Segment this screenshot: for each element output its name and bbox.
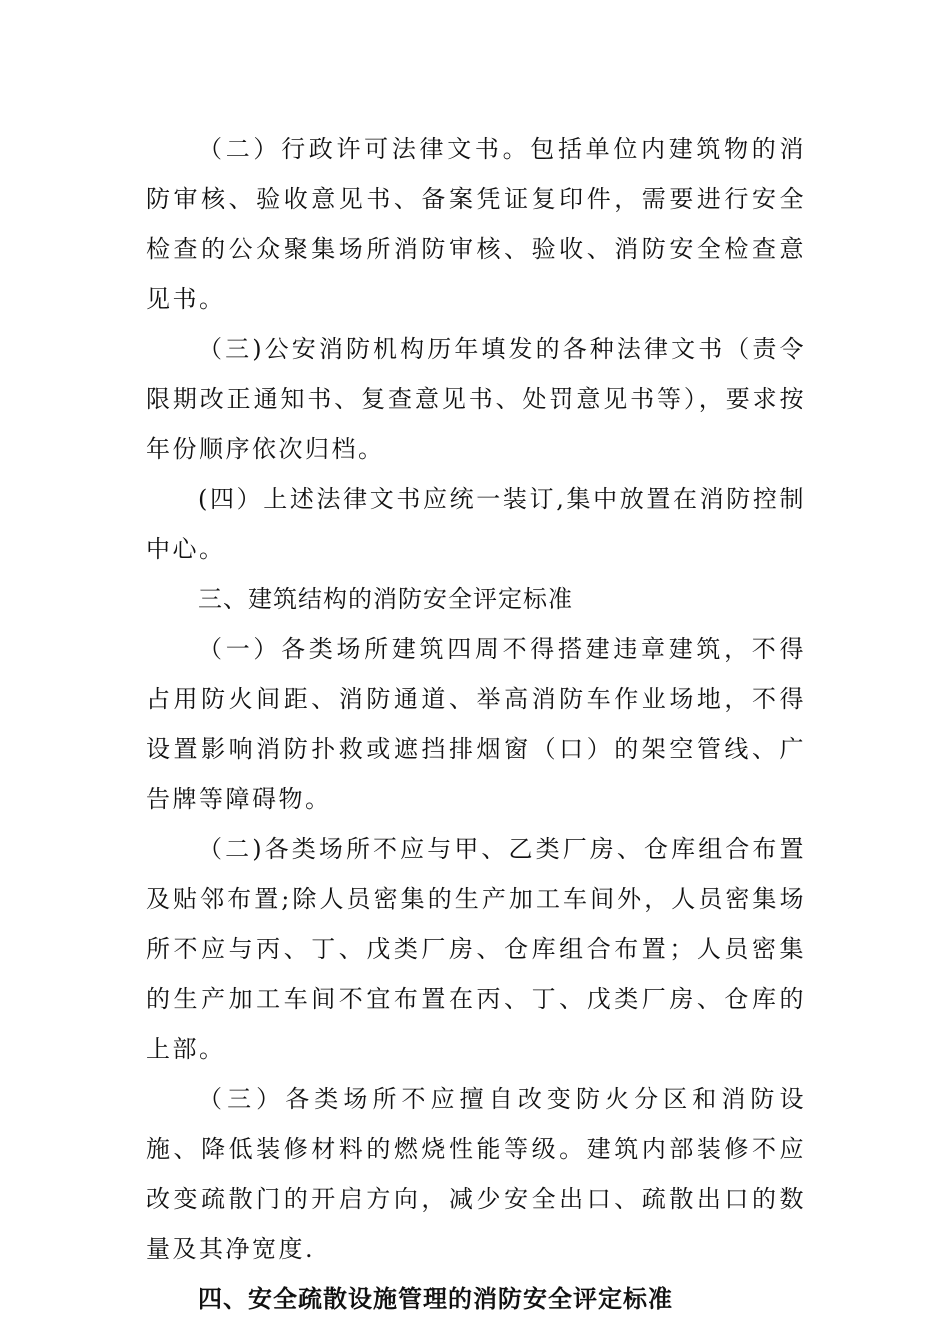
paragraph-layout-restrictions: （二)各类场所不应与甲、乙类厂房、仓库组合布置及贴邻布置;除人员密集的生产加工车间外，人员密集场所不应与丙、丁、戊类厂房、仓库组合布置；人员密集的生产加工车间不宜布置在丙、丁、戊类厂房、仓库的上部。	[146, 835, 806, 1063]
section-heading-evacuation-facilities: 四、安全疏散设施管理的消防安全评定标准	[198, 1285, 673, 1313]
paragraph-fire-agency-legal-documents: （三)公安消防机构历年填发的各种法律文书（责令限期改正通知书、复查意见书、处罚意见书等），要求按年份顺序依次归档。	[146, 335, 806, 463]
paragraph-fire-compartment-changes: （三）各类场所不应擅自改变防火分区和消防设施、降低装修材料的燃烧性能等级。建筑内部装修不应改变疏散门的开启方向，减少安全出口、疏散出口的数量及其净宽度.	[146, 1085, 806, 1263]
paragraph-no-illegal-buildings: （一）各类场所建筑四周不得搭建违章建筑，不得占用防火间距、消防通道、举高消防车作业场地，不得设置影响消防扑救或遮挡排烟窗（口）的架空管线、广告牌等障碍物。	[146, 635, 806, 813]
paragraph-binding-storage: (四）上述法律文书应统一装订,集中放置在消防控制中心。	[146, 485, 806, 563]
section-heading-building-structure: 三、建筑结构的消防安全评定标准	[198, 585, 573, 613]
document-body	[146, 124, 806, 1324]
paragraph-administrative-permit-documents: （二）行政许可法律文书。包括单位内建筑物的消防审核、验收意见书、备案凭证复印件，需要进行安全检查的公众聚集场所消防审核、验收、消防安全检查意见书。	[146, 135, 806, 313]
